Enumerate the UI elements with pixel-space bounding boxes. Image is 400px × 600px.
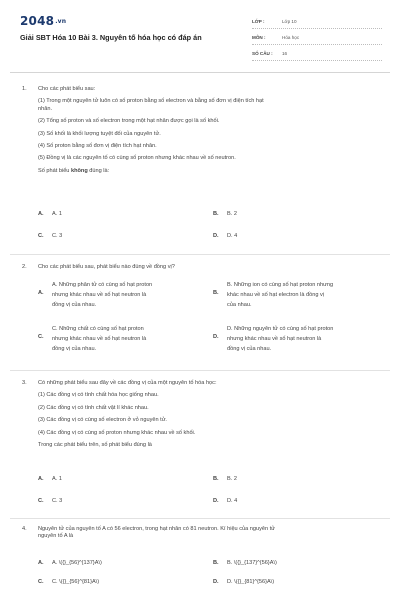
statement-2: (2) Tổng số proton và số electron trong một hạt nhân được gọi là số khối.	[38, 118, 220, 125]
option-b[interactable]: B. B. 2	[213, 476, 237, 482]
option-c[interactable]: C. C. \({}_{56}^{81}A\)	[38, 579, 100, 585]
question-number: 1.	[22, 86, 27, 92]
question-prompt: Trong các phát biểu trên, số phát biểu đúng là	[38, 442, 152, 449]
question-divider	[10, 254, 390, 255]
option-b[interactable]: B. B. Những ion có cùng số hạt proton nhưng khác nhau về số hạt electron là đồng vị của nhau.	[213, 282, 334, 308]
option-a[interactable]: A. A. \({}_{56}^{137}A\)	[38, 560, 102, 566]
option-a[interactable]: A. A. 1	[38, 476, 62, 482]
statement-1-cont: nhân.	[38, 105, 52, 112]
meta-info	[252, 15, 382, 63]
header-divider	[10, 72, 390, 73]
statement-3: (3) Các đồng vị có cùng số electron ở vỏ nguyên tử.	[38, 417, 167, 424]
meta-class-label: LỚP :	[252, 19, 265, 24]
question-1	[22, 86, 384, 246]
statement-1: (1) Các đồng vị có tính chất hóa học giống nhau.	[38, 392, 159, 399]
option-b[interactable]: B. B. \({}_{137}^{56}A\)	[213, 560, 277, 566]
option-a[interactable]: A. A. Những phân tử có cùng số hạt proton nhưng khác nhau về số hạt neutron là đồng vị của nhau.	[38, 282, 153, 308]
question-stem: Cho các phát biểu sau, phát biểu nào đúng về đồng vị?	[38, 264, 175, 270]
meta-class-row	[252, 15, 382, 29]
question-stem: Nguyên tử của nguyên tố A có 56 electron, trong hạt nhân có 81 neutron. Kí hiệu của nguyên tử	[38, 526, 275, 532]
question-divider	[10, 518, 390, 519]
site-logo[interactable]: 2048.vn	[20, 14, 67, 28]
meta-subject-label: MÔN :	[252, 35, 266, 40]
option-d[interactable]: D. D. \({}_{81}^{56}A\)	[213, 579, 275, 585]
question-stem: Cho các phát biểu sau:	[38, 86, 96, 92]
meta-subject-value: Hóa học	[282, 35, 300, 40]
question-2	[22, 264, 384, 370]
option-c[interactable]: C. C. Những chất có cùng số hạt proton nhưng khác nhau về số hạt neutron là đồng vị của nhau.	[38, 326, 147, 352]
question-divider	[10, 370, 390, 371]
question-prompt: Số phát biểu không đúng là:	[38, 167, 110, 174]
question-3	[22, 380, 384, 510]
meta-count-row	[252, 47, 382, 61]
option-d[interactable]: D. D. Những nguyên tử có cùng số hạt proton nhưng khác nhau về số hạt neutron là đồng vị của nhau.	[213, 326, 334, 352]
statement-3: (3) Số khối là khối lượng tuyệt đối của nguyên tử.	[38, 130, 161, 137]
option-a[interactable]: A. A. 1	[38, 211, 62, 217]
header	[0, 0, 400, 70]
meta-subject-row	[252, 31, 382, 45]
question-stem: Có những phát biểu sau đây về các đồng vị của một nguyên tố hóa học:	[38, 380, 217, 386]
statement-1: (1) Trong một nguyên tử luôn có số proton bằng số electron và bằng số đơn vị điện tích hạt	[38, 98, 264, 105]
option-c[interactable]: C. C. 3	[38, 233, 63, 239]
document-title: Giải SBT Hóa 10 Bài 3. Nguyên tố hóa học có đáp án	[20, 33, 202, 42]
statement-2: (2) Các đồng vị có tính chất vật lí khác nhau.	[38, 404, 149, 411]
statement-4: (4) Các đồng vị có cùng số proton nhưng khác nhau về số khối.	[38, 429, 196, 436]
question-number: 3.	[22, 380, 27, 386]
question-number: 2.	[22, 264, 27, 270]
option-d[interactable]: D. D. 4	[213, 233, 238, 239]
question-stem-cont: nguyên tố A là	[38, 533, 74, 540]
meta-class-value: Lớp 10	[282, 19, 297, 24]
option-b[interactable]: B. B. 2	[213, 211, 237, 217]
question-number: 4.	[22, 526, 27, 532]
statement-4: (4) Số proton bằng số đơn vị điện tích hạt nhân.	[38, 143, 157, 150]
option-c[interactable]: C. C. 3	[38, 498, 63, 504]
option-d[interactable]: D. D. 4	[213, 498, 238, 504]
meta-count-label: SỐ CÂU :	[252, 51, 273, 56]
meta-count-value: 16	[282, 51, 288, 56]
statement-5: (5) Đồng vị là các nguyên tố có cùng số proton nhưng khác nhau về số neutron.	[38, 155, 236, 162]
question-4	[22, 526, 384, 598]
